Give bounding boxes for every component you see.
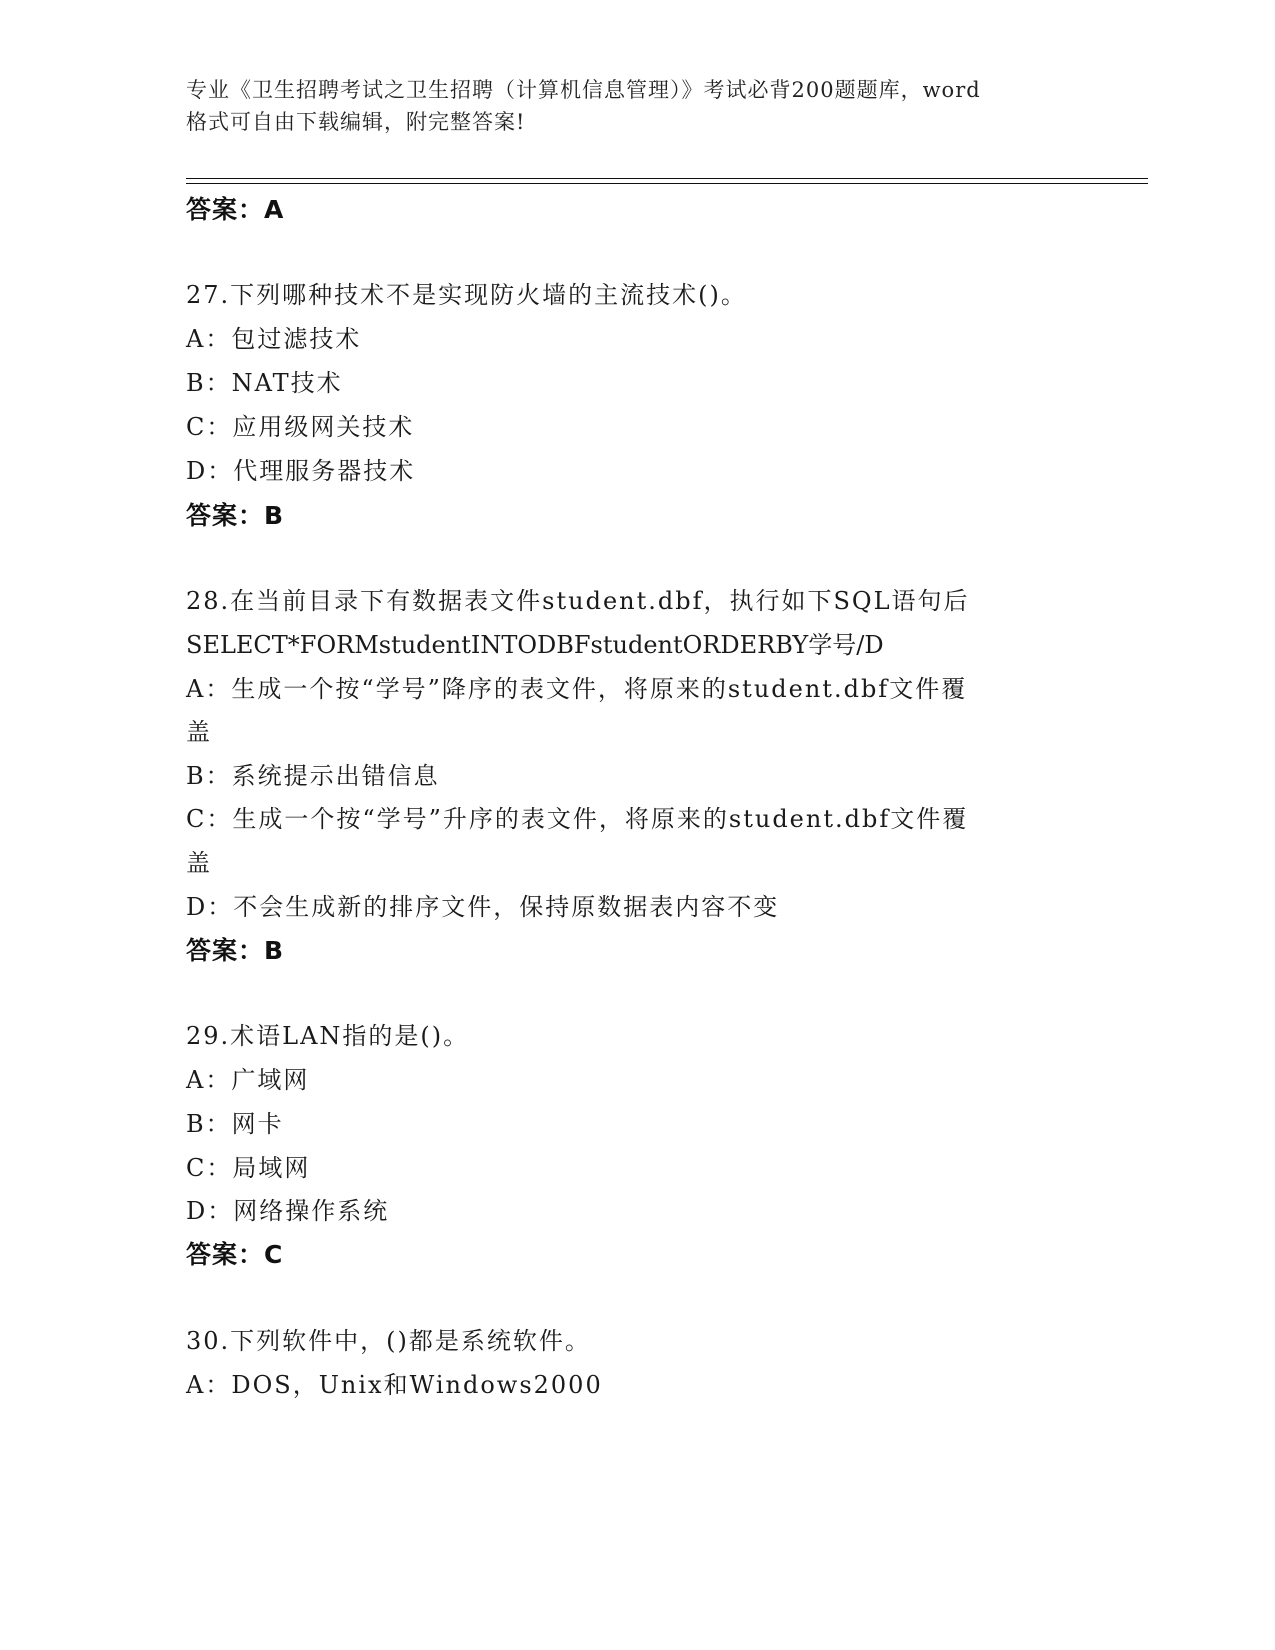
header-line-2: 格式可自由下载编辑，附完整答案! (186, 110, 526, 134)
header-line-1: 专业《卫生招聘考试之卫生招聘（计算机信息管理）》考试必背200题题库，word (186, 78, 981, 102)
answer-26: 答案：A (186, 195, 285, 224)
q28-option-a-line-2: 盖 (186, 718, 212, 746)
q27-option-a: A：包过滤技术 (186, 325, 362, 353)
answer-29: 答案：C (186, 1240, 284, 1269)
header-rule-bottom (186, 183, 1148, 184)
q27-option-b: B：NAT技术 (186, 369, 343, 397)
question-28-line-1: 28.在当前目录下有数据表文件student.dbf，执行如下SQL语句后 (186, 587, 970, 615)
question-29: 29.术语LAN指的是()。 (186, 1022, 470, 1050)
answer-27: 答案：B (186, 501, 285, 530)
q28-option-b: B：系统提示出错信息 (186, 762, 440, 790)
q28-option-a-line-1: A：生成一个按“学号”降序的表文件，将原来的student.dbf文件覆 (186, 675, 968, 703)
header-rule-top (186, 178, 1148, 179)
question-27: 27.下列哪种技术不是实现防火墙的主流技术()。 (186, 281, 747, 309)
q29-option-a: A：广域网 (186, 1066, 310, 1094)
q27-option-d: D：代理服务器技术 (186, 457, 416, 485)
question-28-line-2: SELECT*FORMstudentINTODBFstudentORDERBY学号/D (186, 631, 884, 659)
q27-option-c: C：应用级网关技术 (186, 413, 415, 441)
document-header (186, 74, 1106, 138)
q29-option-b: B：网卡 (186, 1110, 284, 1138)
answer-28: 答案：B (186, 936, 285, 965)
q29-option-c: C：局域网 (186, 1154, 311, 1182)
q28-option-d: D：不会生成新的排序文件，保持原数据表内容不变 (186, 893, 780, 921)
q29-option-d: D：网络操作系统 (186, 1197, 390, 1225)
question-30: 30.下列软件中，()都是系统软件。 (186, 1327, 591, 1355)
q28-option-c-line-1: C：生成一个按“学号”升序的表文件，将原来的student.dbf文件覆 (186, 805, 969, 833)
q28-option-c-line-2: 盖 (186, 849, 212, 877)
q30-option-a: A：DOS，Unix和Windows2000 (186, 1371, 603, 1399)
